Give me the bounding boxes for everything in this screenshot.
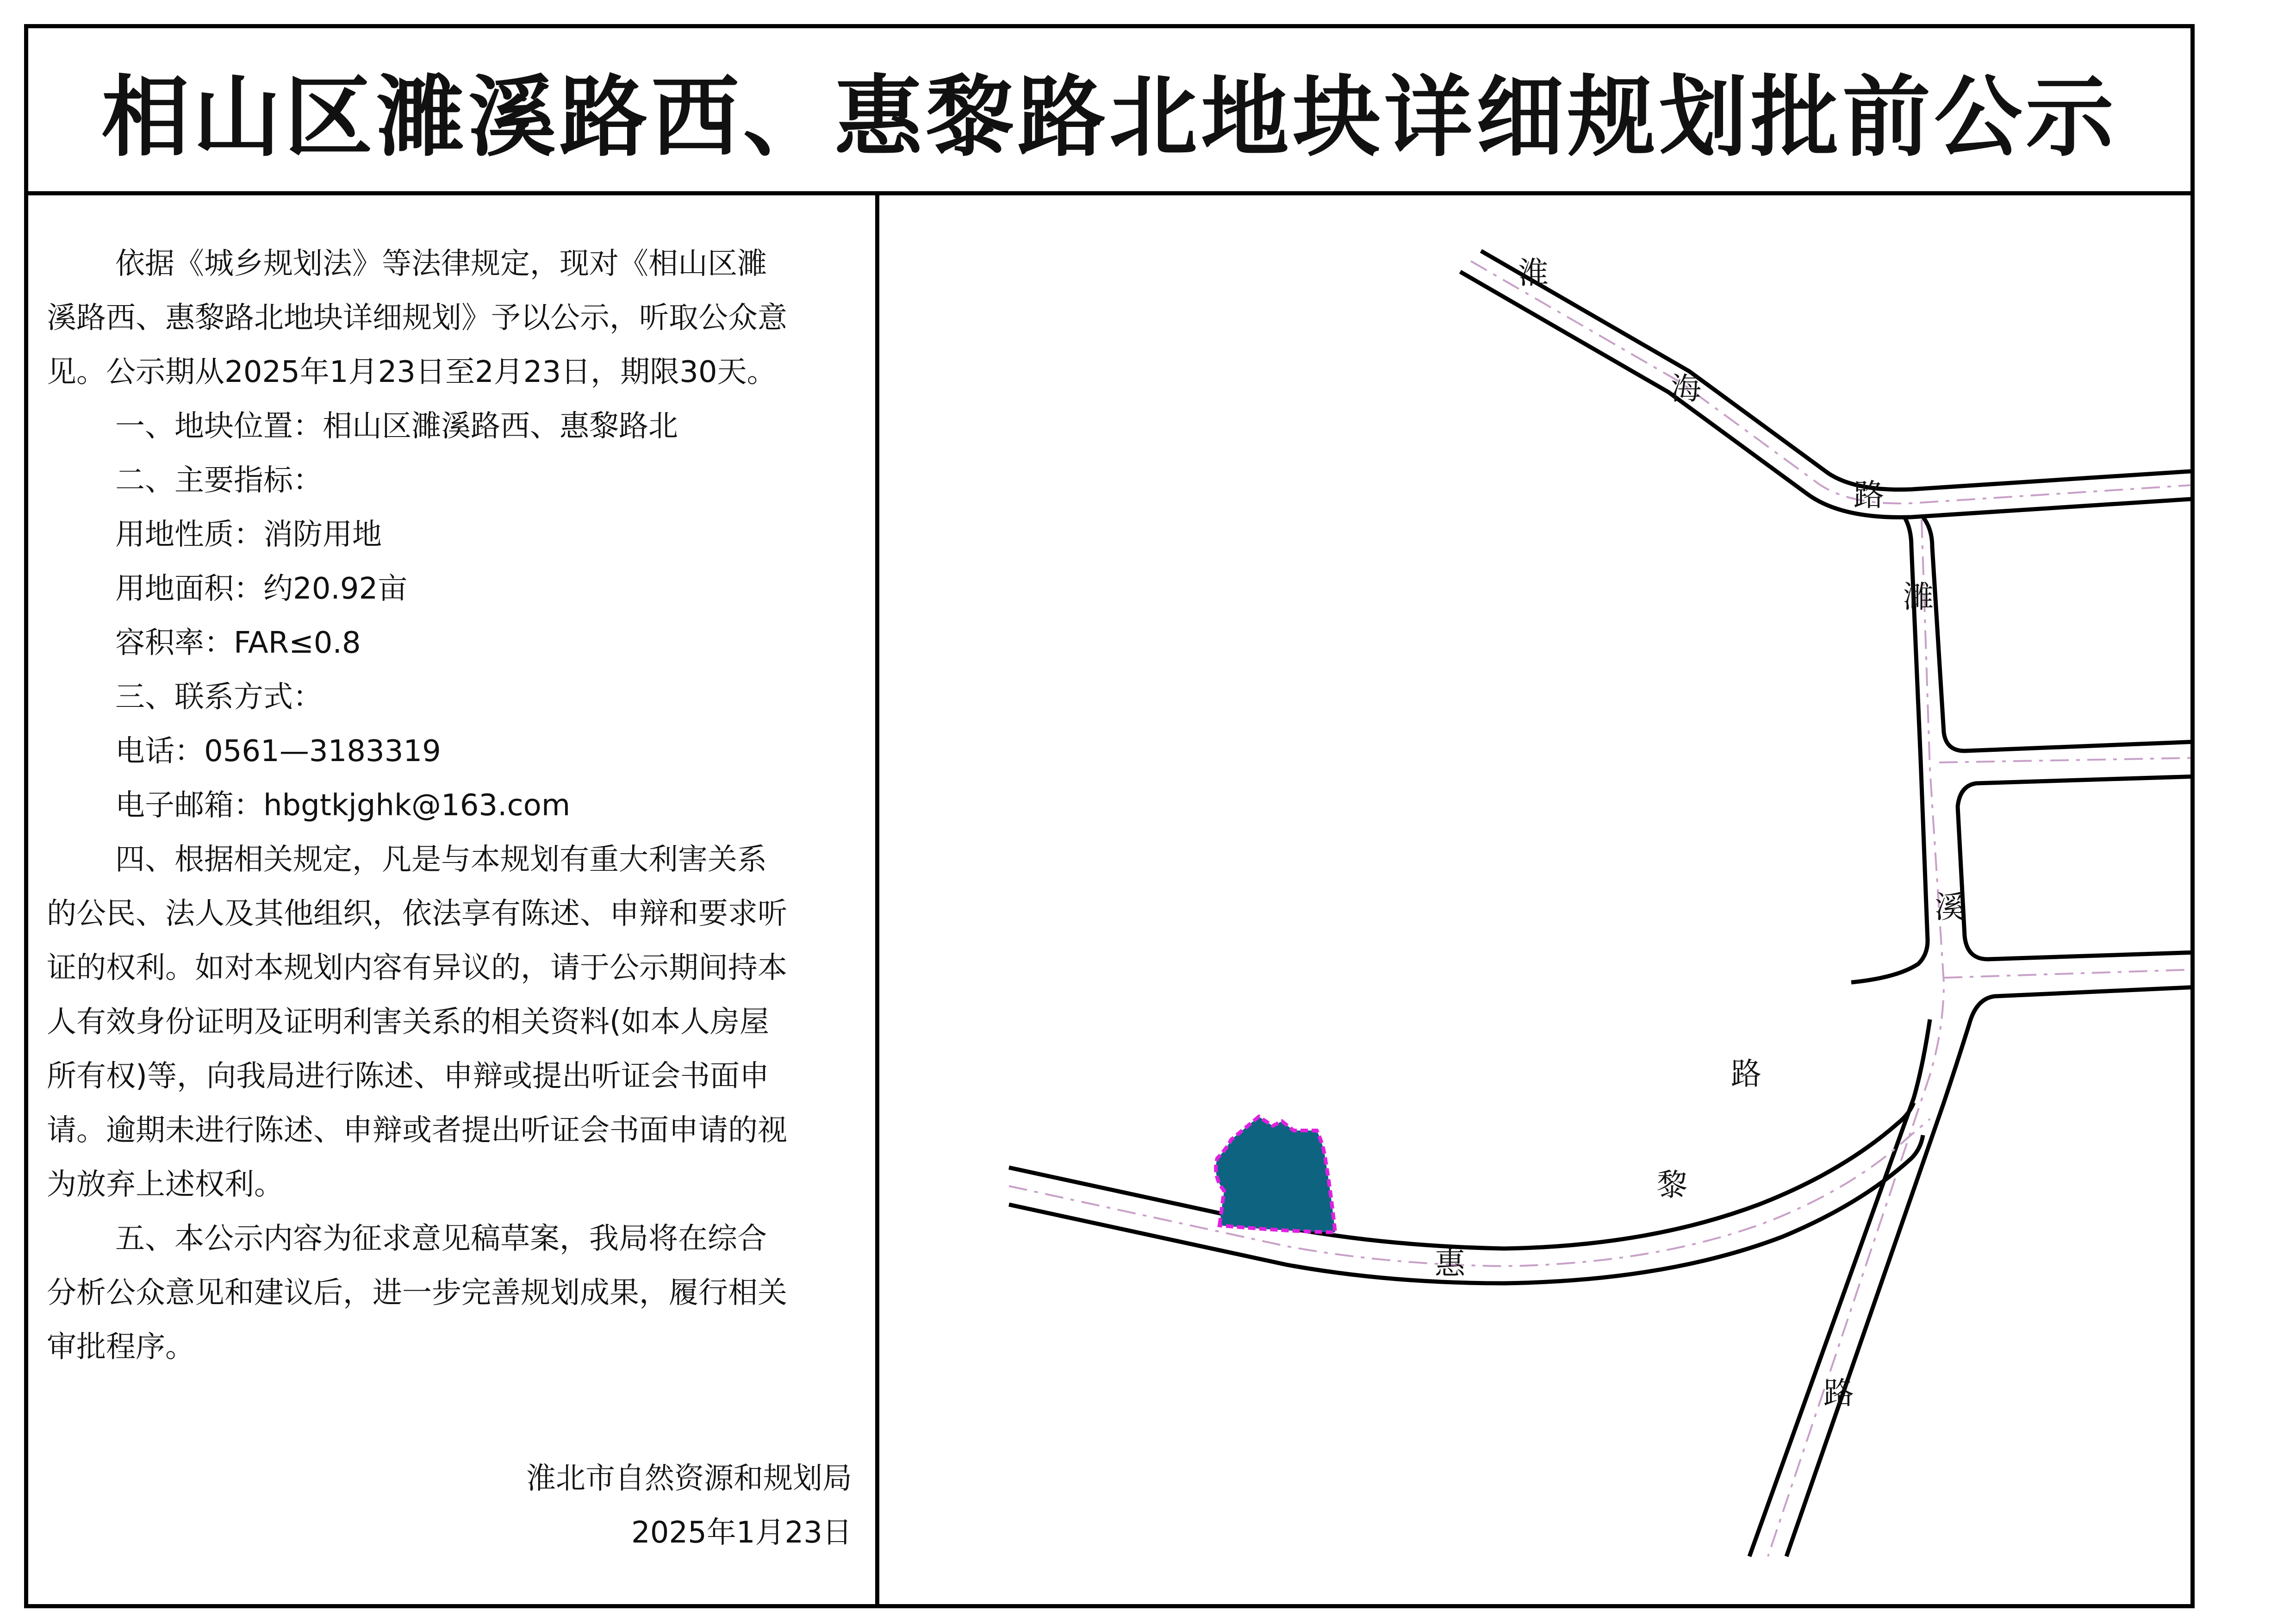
page-title: 相山区濉溪路西、惠黎路北地块详细规划批前公示 bbox=[101, 66, 2117, 169]
contact-heading: 三、联系方式： bbox=[115, 680, 323, 714]
phone-item: 电话：0561—3183319 bbox=[115, 734, 441, 768]
rights-line: 所有权)等，向我局进行陈述、申辩或提出听证会书面申 bbox=[47, 1059, 769, 1093]
suixi-road bbox=[1749, 517, 2190, 1556]
indicators-heading: 二、主要指标： bbox=[115, 463, 323, 498]
planning-parcel bbox=[1216, 1117, 1335, 1232]
intro-line: 溪路西、惠黎路北地块详细规划》予以公示，听取公众意 bbox=[47, 301, 787, 335]
far-item: 容积率：FAR≤0.8 bbox=[115, 626, 361, 660]
road-label-huili-1: 惠 bbox=[1435, 1246, 1465, 1281]
rights-line: 证的权利。如对本规划内容有异议的，请于公示期间持本 bbox=[47, 951, 787, 985]
notice-frame bbox=[24, 24, 2195, 1608]
signature-block bbox=[526, 1452, 852, 1560]
huili-road bbox=[1009, 1103, 1930, 1283]
road-label-suixi-1: 濉 bbox=[1903, 579, 1934, 615]
huaihai-road bbox=[1460, 251, 2190, 517]
rights-line: 为放弃上述权利。 bbox=[47, 1168, 284, 1202]
issuing-agency: 淮北市自然资源和规划局 bbox=[526, 1462, 852, 1496]
intro-line: 见。公示期从2025年1月23日至2月23日，期限30天。 bbox=[47, 355, 777, 389]
land-area-item: 用地面积：约20.92亩 bbox=[115, 572, 408, 606]
road-label-huili-2: 黎 bbox=[1657, 1167, 1687, 1203]
location-item: 一、地块位置：相山区濉溪路西、惠黎路北 bbox=[115, 409, 678, 443]
land-use-item: 用地性质：消防用地 bbox=[115, 518, 382, 552]
site-location-map bbox=[879, 195, 2190, 1604]
road-label-huaihai-2: 海 bbox=[1671, 371, 1701, 406]
road-label-suixi-2: 溪 bbox=[1935, 889, 1965, 925]
issue-date: 2025年1月23日 bbox=[631, 1516, 852, 1550]
rights-line: 人有效身份证明及证明利害关系的相关资料(如本人房屋 bbox=[47, 1005, 769, 1039]
draft-line: 审批程序。 bbox=[47, 1330, 195, 1364]
road-label-suixi-3: 路 bbox=[1823, 1375, 1854, 1411]
site-map-panel bbox=[879, 195, 2190, 1604]
title-bar bbox=[28, 28, 2190, 195]
rights-line: 四、根据相关规定，凡是与本规划有重大利害关系 bbox=[115, 843, 767, 877]
rights-line: 请。逾期未进行陈述、申辩或者提出听证会书面申请的视 bbox=[47, 1113, 787, 1148]
draft-line: 五、本公示内容为征求意见稿草案，我局将在综合 bbox=[115, 1222, 767, 1256]
road-label-huaihai-3: 路 bbox=[1854, 477, 1884, 513]
road-label-huaihai-1: 淮 bbox=[1518, 255, 1549, 291]
email-item: 电子邮箱：hbgtkjghk@163.com bbox=[115, 788, 571, 823]
notice-text-panel bbox=[28, 195, 879, 1604]
rights-line: 的公民、法人及其他组织，依法享有陈述、申辩和要求听 bbox=[47, 897, 787, 931]
road-label-huili-3: 路 bbox=[1731, 1056, 1761, 1092]
intro-line: 依据《城乡规划法》等法律规定，现对《相山区濉 bbox=[115, 247, 767, 281]
draft-line: 分析公众意见和建议后，进一步完善规划成果，履行相关 bbox=[47, 1276, 787, 1310]
notice-body bbox=[47, 237, 861, 1374]
